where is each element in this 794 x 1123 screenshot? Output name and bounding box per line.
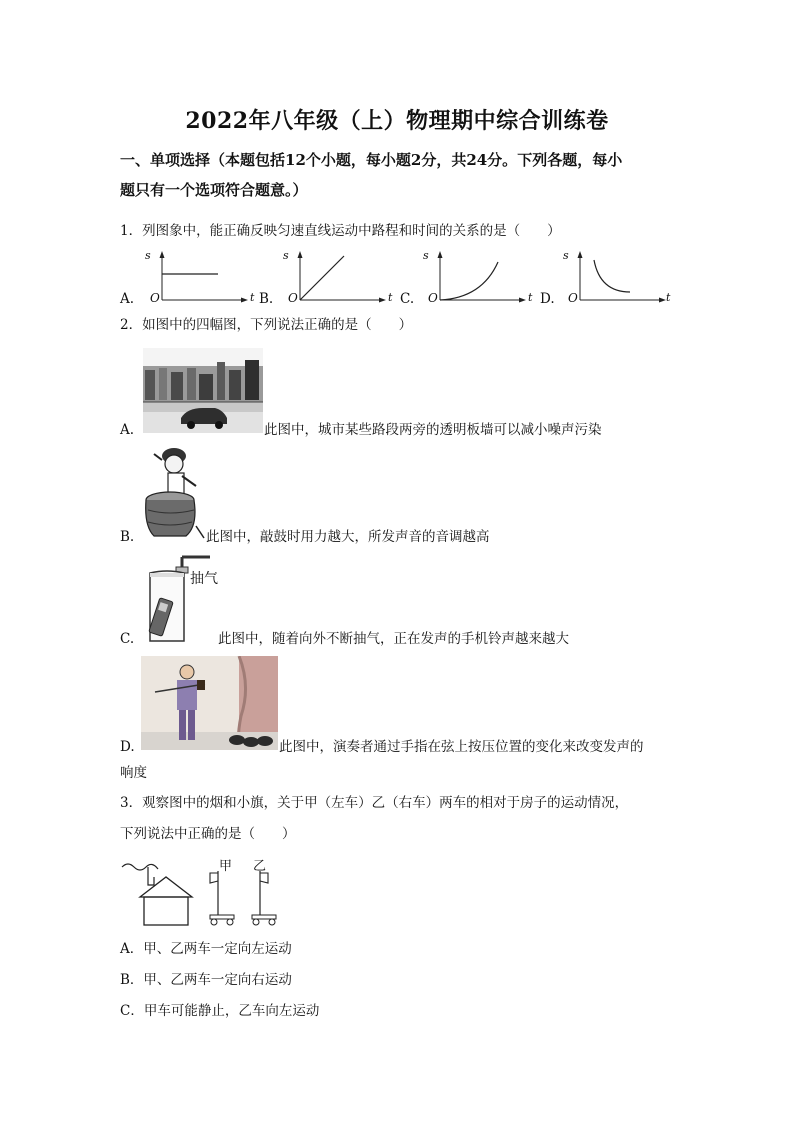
q1-option-a-label: A. [120, 291, 135, 307]
page-title: 2022年八年级（上）物理期中综合训练卷 [185, 108, 609, 134]
q1-option-c-label: C. [400, 291, 415, 307]
graph-d-origin: O [568, 291, 578, 305]
q3-stem-line2: 下列说法中正确的是（ ） [120, 826, 296, 842]
graph-a-y-label: s [145, 249, 151, 262]
graph-b-origin: O [288, 291, 298, 305]
q2-option-c-label: C. [120, 631, 135, 647]
graph-a-origin: O [150, 291, 160, 305]
section-heading-line2: 题只有一个选项符合题意。） [120, 181, 308, 199]
bell-jar-phone-image [138, 553, 218, 645]
q2-option-a-text: 此图中，城市某些路段两旁的透明板墙可以减小噪声污染 [264, 422, 602, 438]
erhu-player-image [141, 656, 278, 750]
pump-air-label: 抽气 [190, 571, 218, 587]
street-noise-barrier-image [143, 348, 263, 433]
q2-option-c-text: 此图中，随着向外不断抽气，正在发声的手机铃声越来越大 [218, 631, 569, 647]
q3-option-a: A．甲、乙两车一定向左运动 [120, 941, 292, 957]
drum-player-image [140, 446, 206, 542]
graph-d-x-label: t [666, 291, 671, 304]
q2-option-d-text-line2: 响度 [120, 765, 147, 781]
graph-c-origin: O [428, 291, 438, 305]
q3-option-b: B．甲、乙两车一定向右运动 [120, 972, 292, 988]
q1-stem: 1．列图象中，能正确反映匀速直线运动中路程和时间的关系的是（ ） [120, 223, 561, 239]
q1-option-b-label: B. [259, 291, 274, 307]
flag-label-jia: 甲 [219, 859, 233, 874]
q2-option-b-label: B. [120, 529, 135, 545]
graph-c-x-label: t [528, 291, 533, 304]
q2-option-a-label: A. [120, 422, 135, 438]
graph-c-y-label: s [423, 249, 429, 262]
q2-option-d-text-line1: 此图中，演奏者通过手指在弦上按压位置的变化来改变发声的 [279, 739, 644, 755]
section-heading-line1: 一、单项选择（本题包括12个小题，每小题2分，共24分。下列各题，每小 [120, 151, 623, 169]
graph-d-y-label: s [563, 249, 569, 262]
flag-label-yi: 乙 [253, 859, 267, 874]
q3-stem-line1: 3．观察图中的烟和小旗，关于甲（左车）乙（右车）两车的相对于房子的运动情况， [120, 795, 629, 811]
graph-a-x-label: t [250, 291, 255, 304]
q1-option-d-label: D. [540, 291, 555, 307]
q2-stem: 2．如图中的四幅图，下列说法正确的是（ ） [120, 317, 413, 333]
graph-b-x-label: t [388, 291, 393, 304]
q2-option-b-text: 此图中，敲鼓时用力越大，所发声音的音调越高 [206, 529, 490, 545]
q2-option-d-label: D. [120, 739, 135, 755]
graph-b-y-label: s [283, 249, 289, 262]
q3-option-c: C．甲车可能静止，乙车向左运动 [120, 1003, 320, 1019]
